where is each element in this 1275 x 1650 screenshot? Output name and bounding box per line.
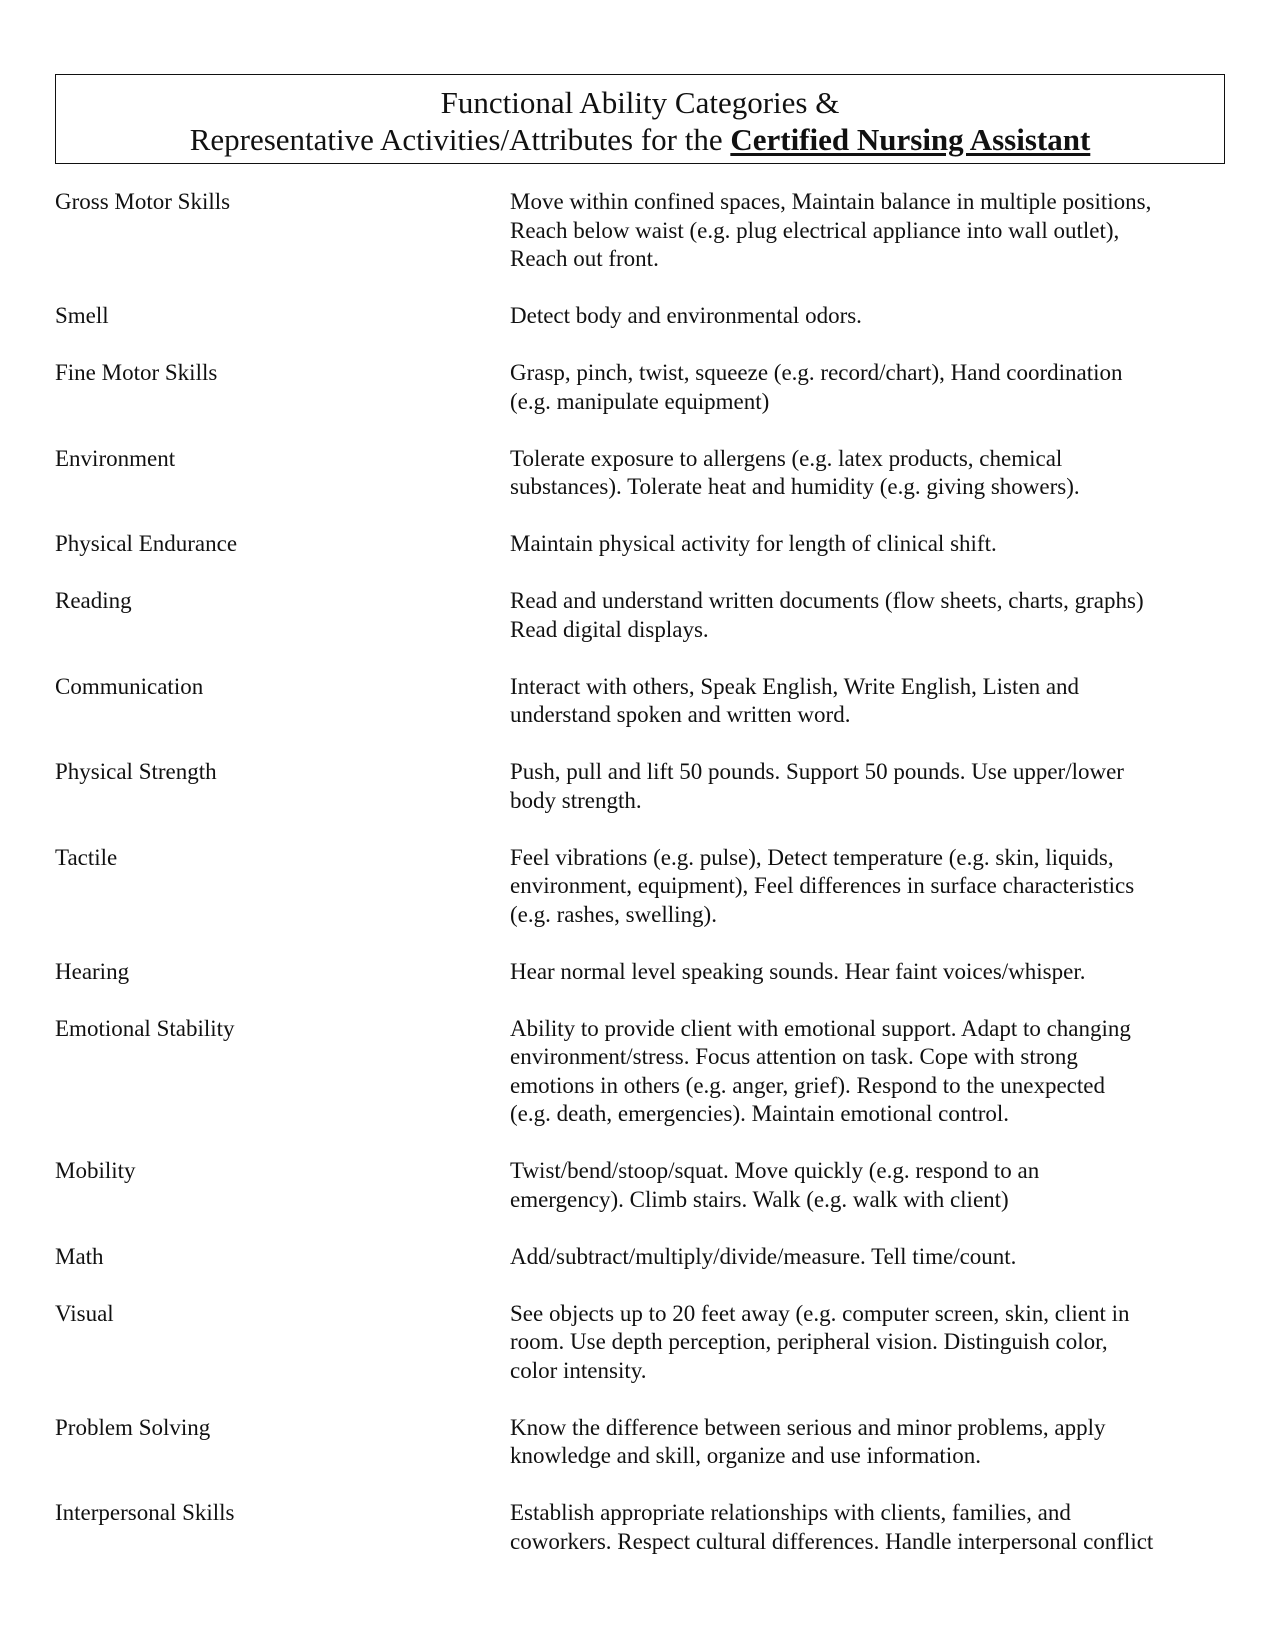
ability-category: Fine Motor Skills <box>55 360 218 385</box>
ability-description <box>510 302 1210 331</box>
ability-row <box>55 1243 1235 1272</box>
description-line: room. Use depth perception, peripheral vision. Distinguish color, <box>510 1329 1108 1354</box>
description-line: Read digital displays. <box>510 616 709 642</box>
ability-category: Math <box>55 1243 104 1269</box>
description-line: Ability to provide client with emotional support. Adapt to changing <box>510 1015 1131 1041</box>
description-line: emotions in others (e.g. anger, grief). Respond to the unexpected <box>510 1072 1105 1098</box>
ability-description <box>510 1499 1210 1556</box>
ability-category: Gross Motor Skills <box>55 189 231 214</box>
ability-description <box>510 1300 1210 1386</box>
description-line: (e.g. death, emergencies). Maintain emotional control. <box>510 1101 1010 1126</box>
ability-row <box>55 302 1235 331</box>
description-line: (e.g. rashes, swelling). <box>510 901 717 927</box>
ability-category: Visual <box>55 1300 114 1326</box>
title-box <box>55 74 1225 164</box>
description-line: Add/subtract/multiply/divide/measure. Tell time/count. <box>510 1243 1017 1269</box>
ability-row <box>55 445 1235 502</box>
ability-description <box>510 1243 1210 1272</box>
description-line: Tolerate exposure to allergens (e.g. latex products, chemical <box>510 445 1063 471</box>
description-line: environment, equipment), Feel differences in surface characteristics <box>510 873 1135 898</box>
description-line: Reach out front. <box>510 246 659 271</box>
description-line: Know the difference between serious and minor problems, apply <box>510 1414 1106 1440</box>
ability-description <box>510 587 1210 644</box>
ability-category: Mobility <box>55 1158 136 1183</box>
ability-category: Communication <box>55 673 204 699</box>
ability-row <box>55 1300 1235 1386</box>
ability-category: Smell <box>55 303 109 328</box>
description-line: Feel vibrations (e.g. pulse), Detect temperature (e.g. skin, liquids, <box>510 844 1114 870</box>
ability-description <box>510 758 1210 815</box>
title-line-2 <box>56 121 1224 158</box>
description-line: Maintain physical activity for length of clinical shift. <box>510 531 997 556</box>
ability-row <box>55 188 1235 274</box>
description-line: knowledge and skill, organize and use information. <box>510 1443 981 1468</box>
ability-description <box>510 188 1210 274</box>
ability-category: Tactile <box>55 844 118 870</box>
ability-description <box>510 445 1210 502</box>
ability-category: Problem Solving <box>55 1414 211 1440</box>
description-line: See objects up to 20 feet away (e.g. computer screen, skin, client in <box>510 1300 1130 1326</box>
description-line: Detect body and environmental odors. <box>510 303 862 328</box>
ability-list <box>55 188 1235 1585</box>
ability-category: Reading <box>55 588 132 613</box>
description-line: Hear normal level speaking sounds. Hear faint voices/whisper. <box>510 958 1086 984</box>
description-line: Grasp, pinch, twist, squeeze (e.g. record/chart), Hand coordination <box>510 360 1123 385</box>
title-line-2-prefix: Representative Activities/Attributes for the <box>189 122 731 157</box>
description-line: substances). Tolerate heat and humidity (e.g. giving showers). <box>510 474 1080 499</box>
description-line: Read and understand written documents (flow sheets, charts, graphs) <box>510 588 1144 613</box>
ability-row <box>55 958 1235 987</box>
ability-row <box>55 1499 1235 1556</box>
ability-row <box>55 1157 1235 1214</box>
ability-description <box>510 359 1210 416</box>
ability-description <box>510 1157 1210 1214</box>
ability-row <box>55 359 1235 416</box>
description-line: Interact with others, Speak English, Write English, Listen and <box>510 673 1080 699</box>
ability-description <box>510 1015 1210 1129</box>
description-line: Move within confined spaces, Maintain balance in multiple positions, <box>510 189 1152 214</box>
description-line: emergency). Climb stairs. Walk (e.g. walk with client) <box>510 1186 1009 1212</box>
description-line: Reach below waist (e.g. plug electrical appliance into wall outlet), <box>510 217 1120 243</box>
ability-description <box>510 1414 1210 1471</box>
ability-category: Physical Strength <box>55 759 217 784</box>
ability-category: Hearing <box>55 958 130 984</box>
description-line: color intensity. <box>510 1357 647 1383</box>
ability-description <box>510 530 1210 559</box>
ability-category: Emotional Stability <box>55 1015 235 1041</box>
description-line: Establish appropriate relationships with clients, families, and <box>510 1500 1071 1525</box>
ability-row <box>55 758 1235 815</box>
ability-description <box>510 673 1210 730</box>
description-line: body strength. <box>510 787 642 813</box>
ability-row <box>55 1414 1235 1471</box>
description-line: understand spoken and written word. <box>510 702 851 727</box>
ability-category: Physical Endurance <box>55 531 238 556</box>
ability-row <box>55 844 1235 930</box>
ability-row <box>55 530 1235 559</box>
ability-category: Environment <box>55 445 176 471</box>
ability-description <box>510 958 1210 987</box>
title-line-1: Functional Ability Categories & <box>440 85 840 120</box>
ability-description <box>510 844 1210 930</box>
title-role-name: Certified Nursing Assistant <box>730 122 1091 157</box>
description-line: Push, pull and lift 50 pounds. Support 50 pounds. Use upper/lower <box>510 759 1124 784</box>
ability-row <box>55 587 1235 644</box>
ability-row <box>55 673 1235 730</box>
description-line: (e.g. manipulate equipment) <box>510 388 770 414</box>
description-line: coworkers. Respect cultural differences. Handle interpersonal conflict <box>510 1528 1154 1554</box>
ability-row <box>55 1015 1235 1129</box>
description-line: environment/stress. Focus attention on task. Cope with strong <box>510 1044 1078 1069</box>
ability-category: Interpersonal Skills <box>55 1500 235 1525</box>
description-line: Twist/bend/stoop/squat. Move quickly (e.g. respond to an <box>510 1158 1040 1183</box>
